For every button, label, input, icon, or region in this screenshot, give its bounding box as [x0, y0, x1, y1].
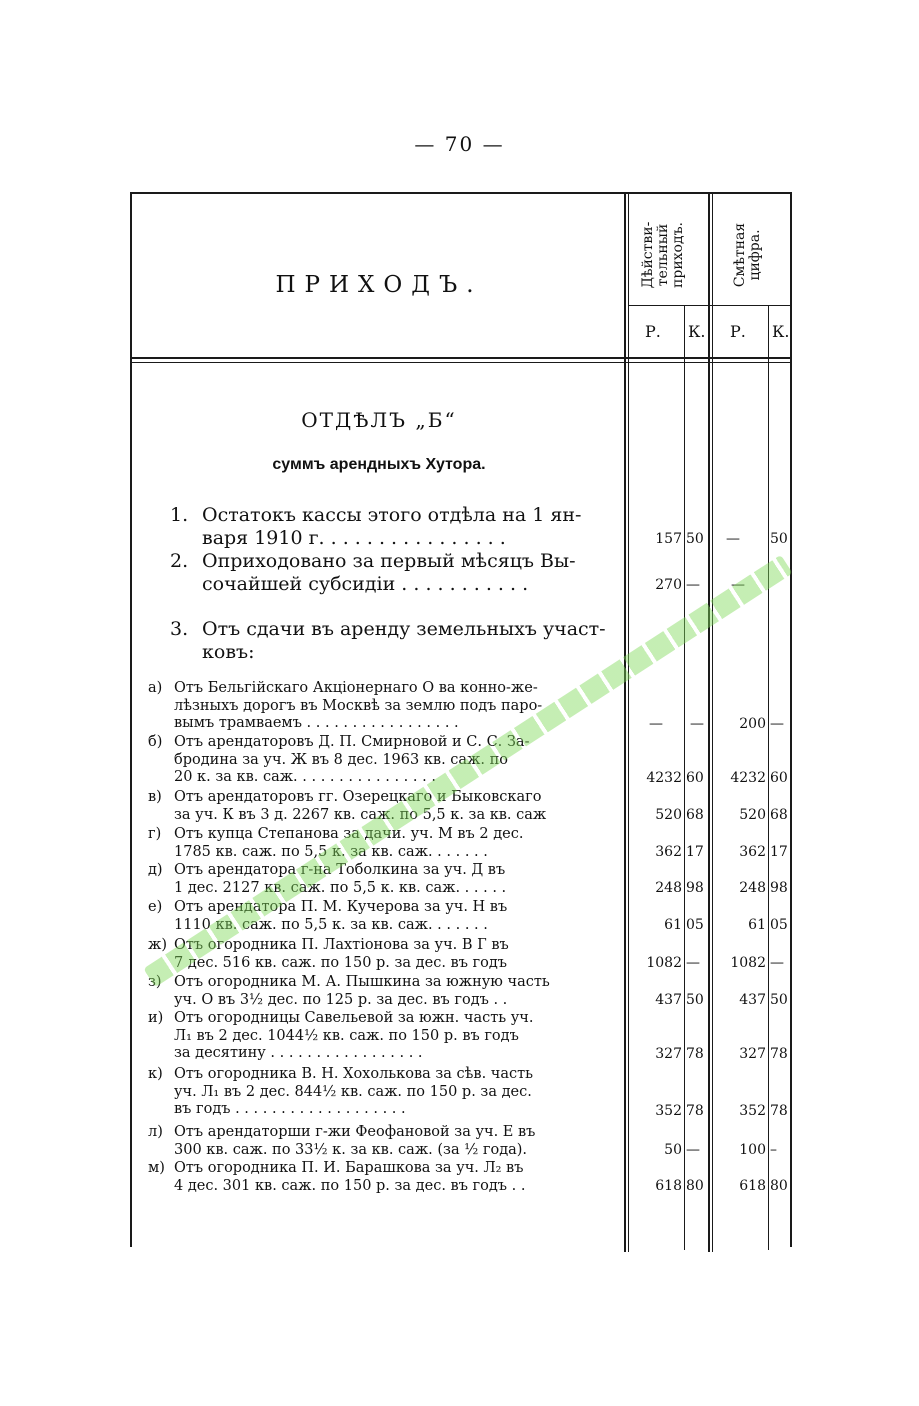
list-item: [170, 504, 622, 550]
actual-rub-cell: 157: [655, 531, 682, 547]
actual-kop-unit: К.: [688, 322, 706, 341]
actual-rub-cell: 520: [655, 807, 682, 823]
actual-rub-cell: 270: [655, 577, 682, 593]
estimate-kop-cell: 17: [770, 844, 788, 860]
actual-kop-cell: —: [686, 577, 700, 593]
estimate-rub-cell: 520: [739, 807, 766, 823]
item-letter: и): [148, 1010, 164, 1026]
item-letter: в): [148, 789, 162, 805]
actual-rub-cell: 362: [655, 844, 682, 860]
estimate-rub-unit: Р.: [730, 322, 746, 341]
estimate-kop-cell: 68: [770, 807, 788, 823]
list-item: [148, 734, 623, 787]
table-header-title: ПРИХОДЪ.: [275, 272, 483, 298]
item-letter: л): [148, 1124, 163, 1140]
item-text: ковъ:: [202, 641, 255, 663]
item-text: 1785 кв. саж. по 5,5 к. за кв. саж. . . . . . .: [174, 843, 488, 860]
actual-rub-cell: 4232: [646, 770, 682, 786]
list-item: [148, 1066, 623, 1119]
item-text: за десятину . . . . . . . . . . . . . . . . .: [174, 1045, 423, 1061]
actual-kop-cell: 78: [686, 1103, 704, 1119]
actual-rub-unit: Р.: [645, 322, 661, 341]
actual-column-left-double: [628, 192, 629, 1252]
item-text: Отъ сдачи въ аренду земельныхъ участ-: [202, 618, 606, 640]
item-text: Отъ арендаторовъ гг. Озерецкаго и Быковскаго: [174, 789, 542, 805]
item-text: сочайшей субсидіи . . . . . . . . . . .: [202, 573, 529, 595]
item-letter: д): [148, 862, 163, 878]
estimate-kop-cell: 98: [770, 880, 788, 896]
list-item: [148, 974, 623, 1009]
page-number: — 70 —: [414, 132, 505, 156]
estimate-kop-cell: —: [770, 955, 784, 971]
actual-rub-cell: 248: [655, 880, 682, 896]
item-text: 1110 кв. саж. по 5,5 к. за кв. саж. . . . . . .: [174, 916, 488, 933]
item-text: Оприходовано за первый мѣсяцъ Вы-: [202, 550, 576, 572]
item-text: бродина за уч. Ж въ 8 дес. 1963 кв. саж. по: [174, 751, 509, 768]
estimate-rub-cell: —: [731, 577, 745, 593]
actual-kop-cell: 17: [686, 844, 704, 860]
estimate-column-left-double: [712, 192, 713, 1252]
actual-kop-cell: 50: [686, 531, 704, 547]
estimate-rub-cell: 352: [739, 1103, 766, 1119]
actual-rub-cell: 352: [655, 1103, 682, 1119]
item-letter: з): [148, 974, 162, 990]
item-letter: е): [148, 899, 163, 915]
item-text: Отъ огородницы Савельевой за южн. часть уч.: [174, 1010, 534, 1026]
item-text: Отъ огородника М. А. Пышкина за южную часть: [174, 974, 550, 990]
estimate-rub-cell: 437: [739, 992, 766, 1008]
estimate-rub-cell: 362: [739, 844, 766, 860]
item-letter: г): [148, 826, 162, 842]
actual-kop-cell: 80: [686, 1178, 704, 1194]
actual-rub-cell: —: [649, 716, 663, 732]
item-text: уч. Л₁ въ 2 дес. 844½ кв. саж. по 150 р. за дес.: [174, 1083, 532, 1100]
item-text: Отъ огородника П. И. Барашкова за уч. Л₂ въ: [174, 1160, 524, 1176]
item-text: вымъ трамваемъ . . . . . . . . . . . . . . . . .: [174, 715, 459, 731]
estimate-kop-cell: 78: [770, 1103, 788, 1119]
estimate-rub-cell: 1082: [730, 955, 766, 971]
list-item: [148, 1160, 623, 1195]
item-text: Отъ Бельгійскаго Акціонернаго О ва конно-же-: [174, 680, 538, 696]
estimate-rub-cell: 100: [739, 1142, 766, 1158]
item-text: уч. О въ 3½ дес. по 125 р. за дес. въ годъ . .: [174, 991, 508, 1008]
item-text: въ годъ . . . . . . . . . . . . . . . . . . .: [174, 1101, 406, 1117]
actual-kop-divider: [684, 305, 685, 1250]
estimate-rub-cell: 61: [748, 917, 766, 933]
item-text: Отъ огородника П. Лахтіонова за уч. В Г въ: [174, 937, 509, 953]
item-text: лѣзныхъ дорогъ въ Москвѣ за землю подъ паро-: [174, 697, 543, 714]
section-title: ОТДѢЛЪ „Б“: [301, 408, 457, 432]
item-text: за уч. К въ 3 д. 2267 кв. саж. по 5,5 к. за кв. саж: [174, 806, 547, 823]
actual-kop-cell: 68: [686, 807, 704, 823]
actual-column-left: [624, 192, 626, 1252]
actual-rub-cell: 50: [664, 1142, 682, 1158]
actual-rub-cell: 1082: [646, 955, 682, 971]
estimate-kop-unit: К.: [772, 322, 790, 341]
actual-income-column-header: Дѣйстви- тельный приходъ.: [640, 221, 686, 289]
estimate-kop-cell: 50: [770, 531, 788, 547]
actual-kop-cell: 60: [686, 770, 704, 786]
list-item: [148, 1010, 623, 1063]
item-text: Отъ арендатора г-на Тоболкина за уч. Д въ: [174, 862, 506, 878]
estimate-rub-cell: 248: [739, 880, 766, 896]
header-bottom-rule: [130, 357, 792, 359]
item-text: Отъ огородника В. Н. Хохолькова за сѣв. часть: [174, 1066, 534, 1082]
actual-kop-cell: 05: [686, 917, 704, 933]
list-item: [170, 618, 622, 664]
estimate-kop-cell: —: [770, 716, 784, 732]
estimate-kop-cell: 78: [770, 1046, 788, 1062]
item-text: 20 к. за кв. саж. . . . . . . . . . . . . . . .: [174, 769, 436, 785]
item-letter: б): [148, 734, 163, 750]
estimate-rub-cell: —: [726, 531, 740, 547]
actual-rub-cell: 437: [655, 992, 682, 1008]
table-left-border: [130, 192, 132, 1247]
actual-rub-cell: 61: [664, 917, 682, 933]
estimate-rub-cell: 618: [739, 1178, 766, 1194]
estimate-kop-cell: 50: [770, 992, 788, 1008]
item-text: варя 1910 г. . . . . . . . . . . . . . . .: [202, 527, 506, 549]
actual-kop-cell: —: [690, 716, 704, 732]
estimate-kop-cell: 80: [770, 1178, 788, 1194]
actual-kop-cell: 50: [686, 992, 704, 1008]
estimate-rub-cell: 200: [739, 716, 766, 732]
item-number: 2.: [170, 550, 189, 572]
estimate-rub-cell: 4232: [730, 770, 766, 786]
estimate-kop-cell: 05: [770, 917, 788, 933]
item-text: Л₁ въ 2 дес. 1044½ кв. саж. по 150 р. въ годъ: [174, 1027, 519, 1044]
actual-kop-cell: 98: [686, 880, 704, 896]
actual-rub-cell: 327: [655, 1046, 682, 1062]
list-item: [170, 550, 622, 596]
estimate-kop-cell: 60: [770, 770, 788, 786]
units-top-rule: [628, 305, 792, 306]
item-text: Отъ арендаторовъ Д. П. Смирновой и С. С. За-: [174, 734, 530, 750]
item-text: 1 дес. 2127 кв. саж. по 5,5 к. кв. саж. . . . . .: [174, 879, 507, 896]
item-text: 7 дес. 516 кв. саж. по 150 р. за дес. въ годъ: [174, 954, 508, 971]
item-text: 300 кв. саж. по 33½ к. за кв. саж. (за ½ года).: [174, 1141, 528, 1158]
estimate-column-header: Смѣтная цифра.: [732, 222, 763, 288]
item-number: 1.: [170, 504, 189, 526]
estimate-kop-divider: [768, 305, 769, 1250]
item-text: Отъ арендатора П. М. Кучерова за уч. Н въ: [174, 899, 508, 915]
actual-kop-cell: 78: [686, 1046, 704, 1062]
actual-kop-cell: —: [686, 1142, 700, 1158]
item-letter: ж): [148, 937, 167, 953]
list-item: [148, 862, 623, 897]
item-text: Отъ арендаторши г-жи Феофановой за уч. Е въ: [174, 1124, 536, 1140]
estimate-column-left: [708, 192, 710, 1252]
item-number: 3.: [170, 618, 189, 640]
estimate-kop-cell: –: [770, 1142, 777, 1158]
item-letter: к): [148, 1066, 163, 1082]
actual-rub-cell: 618: [655, 1178, 682, 1194]
item-text: Отъ купца Степанова за дачи. уч. М въ 2 дес.: [174, 826, 524, 842]
list-item: [148, 1124, 623, 1159]
item-letter: а): [148, 680, 163, 696]
estimate-rub-cell: 327: [739, 1046, 766, 1062]
section-subtitle: суммъ арендныхъ Хутора.: [272, 456, 486, 473]
item-text: 4 дес. 301 кв. саж. по 150 р. за дес. въ годъ . .: [174, 1177, 526, 1194]
item-letter: м): [148, 1160, 165, 1176]
actual-kop-cell: —: [686, 955, 700, 971]
item-text: Остатокъ кассы этого отдѣла на 1 ян-: [202, 504, 582, 526]
header-bottom-rule-double: [130, 362, 792, 363]
table-top-border: [130, 192, 792, 194]
